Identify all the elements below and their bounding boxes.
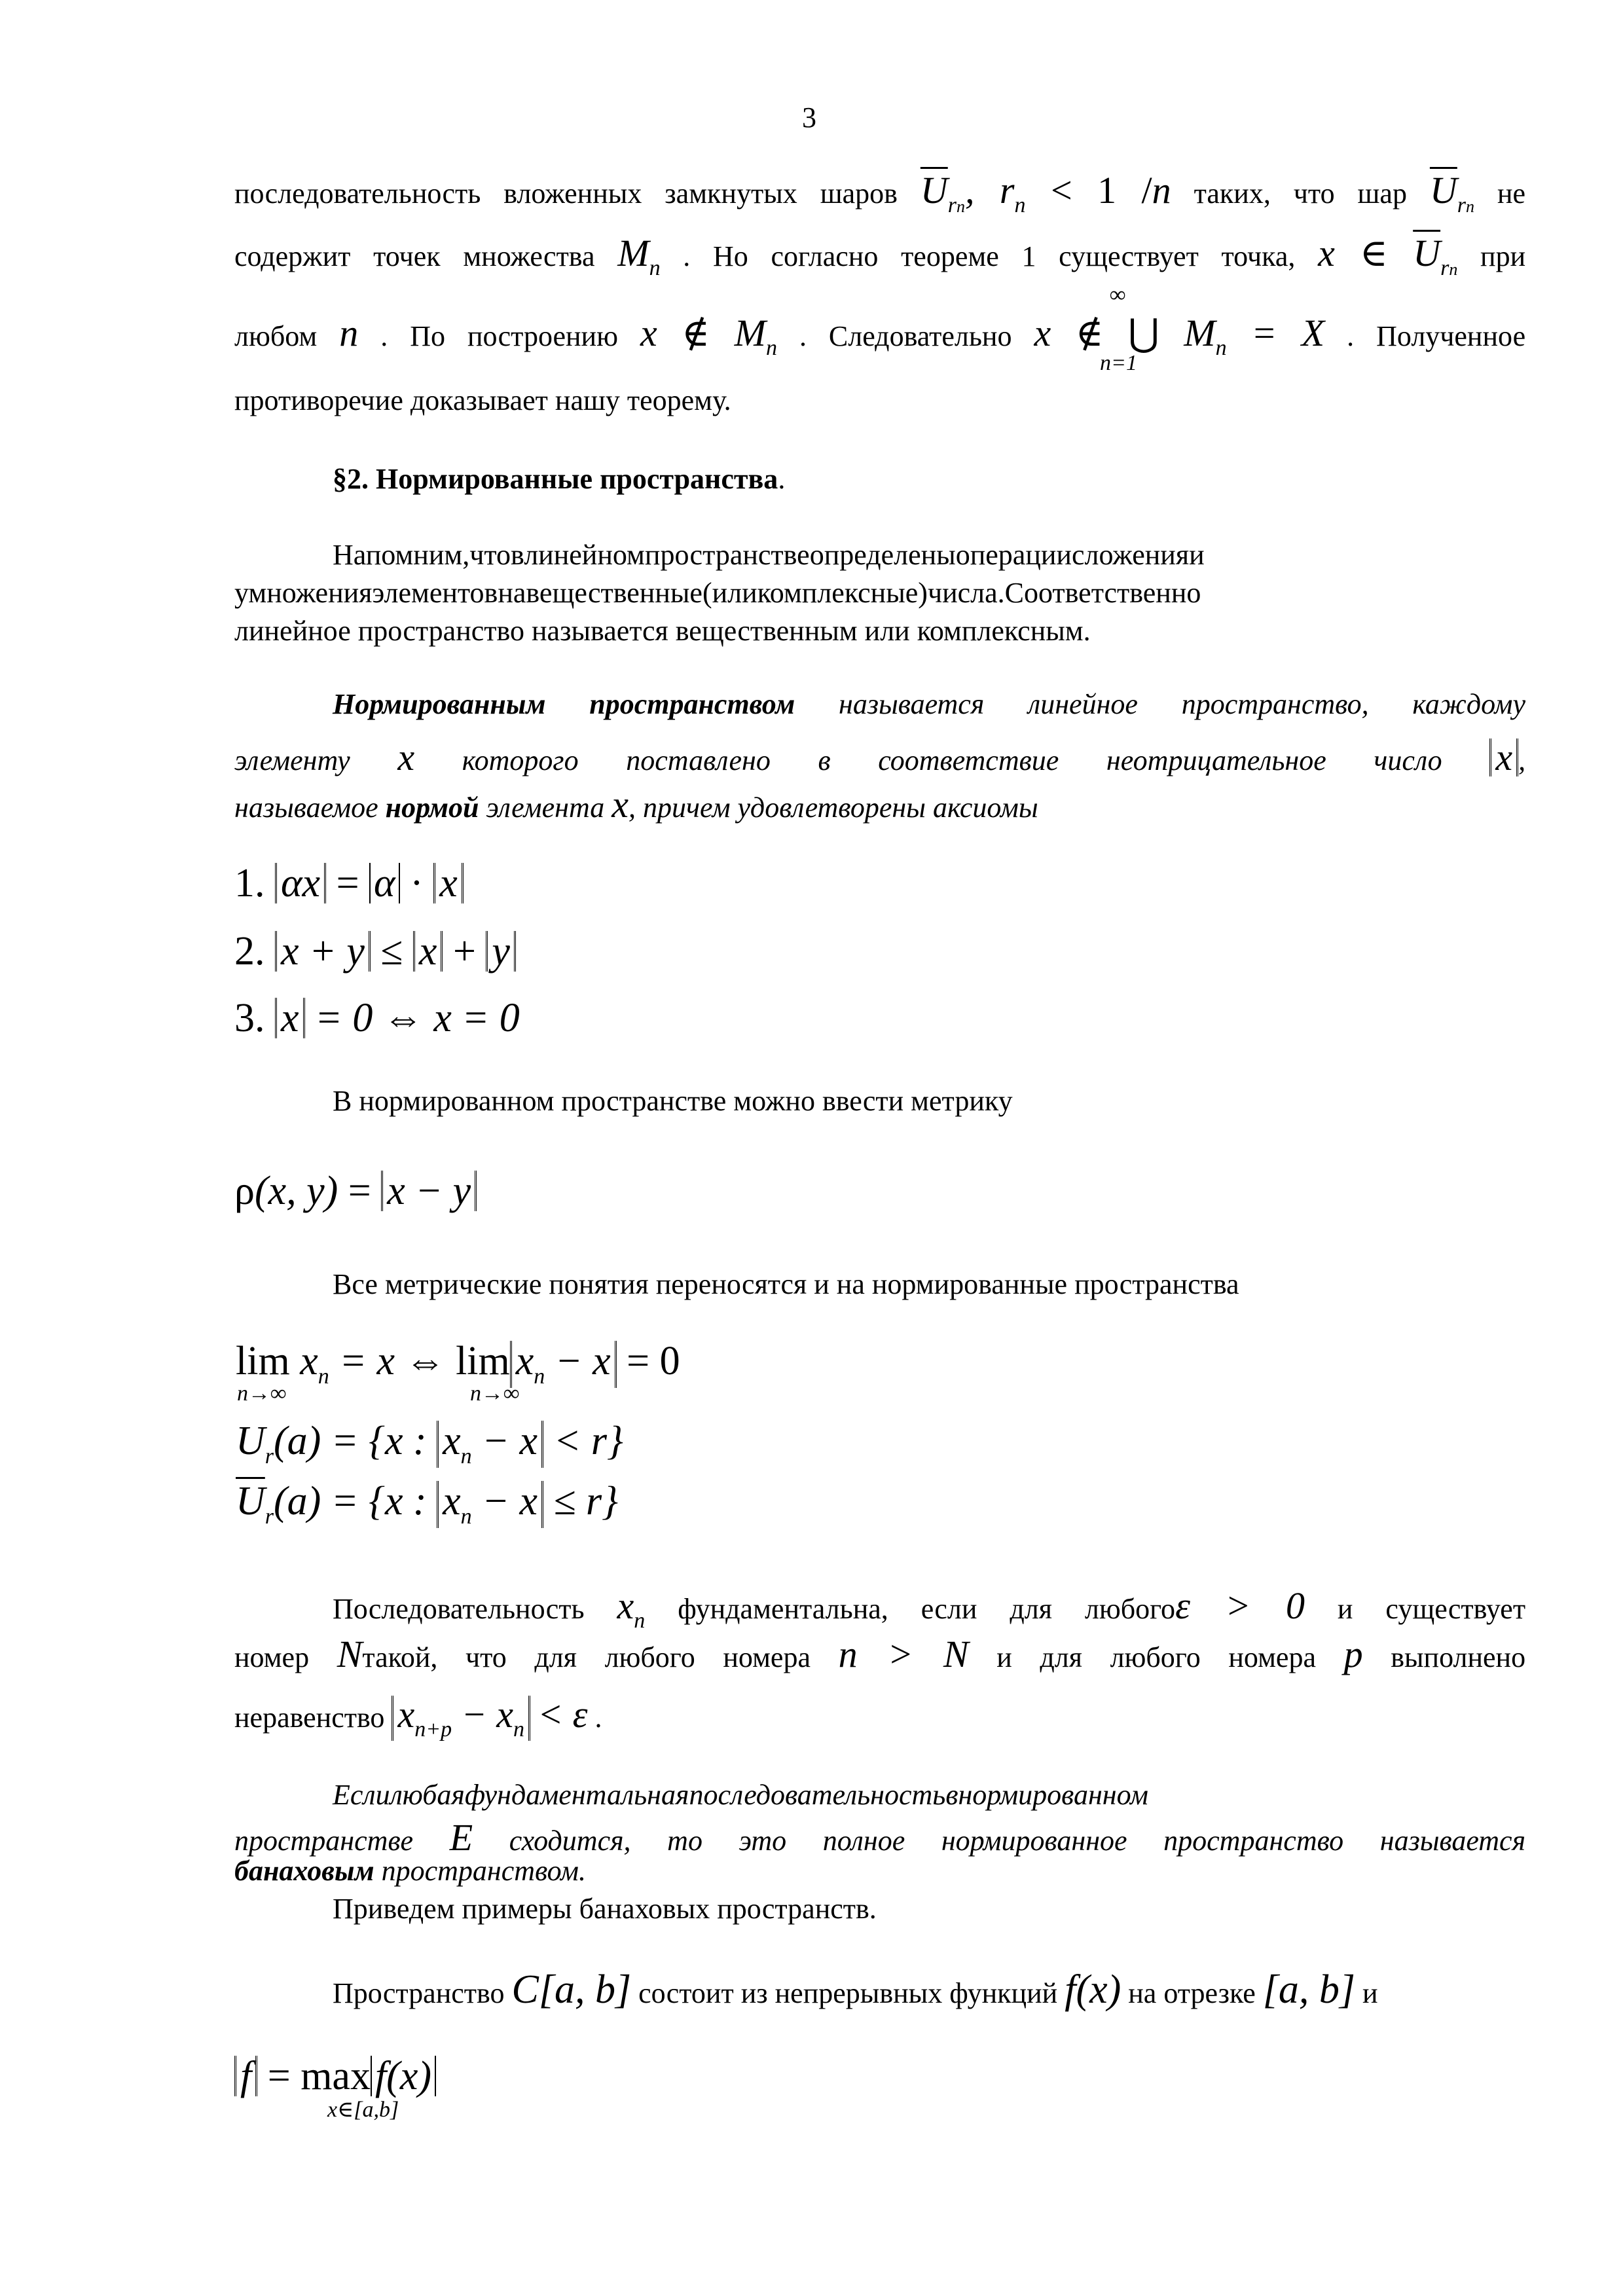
p1-line-2: содержит точек множества $M_n$ . Но согласно теореме 1 существует точка, x ∈ $\overline{U}_{rn}$ при <box>234 232 1526 280</box>
def2-line-2: пространстве E сходится, то это полное нормированное пространство называется <box>234 1816 1526 1859</box>
concepts-intro: Все метрические понятия переносятся и на нормированные пространства <box>333 1268 1239 1300</box>
p2-line-2: умноженияэлементовнавещественные(иликомплексные)числа.Соответственно <box>234 577 1201 609</box>
math-x-notin-Mn: x ∉ $M_n$ <box>640 312 777 360</box>
open-ball-formula: $U_r(a) = \{x$ : $x_n - x < r$} <box>236 1419 623 1468</box>
axiom-2: 2. x + y ≤ x + y <box>234 931 516 972</box>
max-sub: x∈[a,b] <box>327 2098 399 2122</box>
lim-sub-1: n→∞ <box>237 1381 287 1406</box>
max-norm-formula: f = max f(x) <box>234 2056 436 2096</box>
fund-line-2: номер Nтакой, что для любого номера n > N и для любого номера p выполнено <box>234 1633 1526 1675</box>
def1-line-2: элементу x которого поставлено в соответствие неотрицательное число x , <box>234 736 1526 778</box>
def2-line-1: Еслилюбаяфундаментальнаяпоследовательностьвнормированном <box>333 1779 1149 1811</box>
closed-ball-formula: $\overline{U}_r(a) = \{x$ : $x_n - x \le r$} <box>236 1479 618 1529</box>
fund-line-3: неравенство $x_{n+p} - x_n < \varepsilon$ . <box>234 1693 602 1741</box>
axiom-3: 3. x = 0 ⇔ x = 0 <box>234 996 520 1040</box>
math-U-overline-1: $\overline{U}_{rn}$, $r_n < 1$ /n <box>920 169 1171 217</box>
union-sub-n1: n=1 <box>1100 351 1137 375</box>
fund-line-1: Последовательность $x_n$ фундаментальна, если для любогоε > 0 и существует <box>333 1584 1526 1633</box>
p1-line-3: любом n . По построению x ∉ $M_n$ . Следовательно x ∉ ⋃ $M_n = X$ . Полученное <box>234 312 1526 360</box>
p1-line-4: противоречие доказывает нашу теорему. <box>234 384 731 416</box>
page-number: 3 <box>802 101 816 134</box>
axiom-1: 1. αx = α · x <box>234 863 464 903</box>
math-M-n: $M_n$ <box>617 232 661 280</box>
p1-line-1: последовательность вложенных замкнутых шаров $\overline{U}_{rn}$, $r_n < 1$ /n таких, что шар $\overline{U}_{rn}$ не <box>234 169 1526 217</box>
def1-line-1: Нормированным пространством называется линейное пространство, каждому <box>333 688 1526 720</box>
cab-line: Пространство C[a, b] состоит из непрерывных функций f(x) на отрезке [a, b] и <box>333 1967 1378 2012</box>
metric-formula: ρ(x, y) = x − y <box>234 1171 477 1211</box>
union-sup-infinity: ∞ <box>1110 283 1126 307</box>
p2-line-3: линейное пространство называется вещественным или комплексным. <box>234 615 1091 647</box>
math-x-in-U: x ∈ $\overline{U}_{rn}$ <box>1318 232 1458 280</box>
math-union: x ∉ ⋃ $M_n = X$ <box>1034 312 1325 360</box>
def1-line-3: называемое нормой элемента x, причем удовлетворены аксиомы <box>234 783 1038 826</box>
limit-formula: $\lim x_n = x$ ⇔ $\lim x_n - x = 0$ <box>236 1339 680 1389</box>
norm-x: x <box>1489 738 1518 776</box>
lim-sub-2: n→∞ <box>470 1381 520 1406</box>
metric-intro: В нормированном пространстве можно ввести метрику <box>333 1085 1013 1117</box>
def2-line-3: банаховым пространством. <box>234 1855 586 1887</box>
p2-line-1: Напомним,чтовлинейномпространствеопределеныоперациисложенияи <box>333 539 1205 571</box>
math-U-overline-2: $\overline{U}_{rn}$ <box>1429 169 1475 217</box>
examples-line: Приведем примеры банаховых пространств. <box>333 1893 877 1925</box>
section-title: §2. Нормированные пространства. <box>333 463 786 495</box>
